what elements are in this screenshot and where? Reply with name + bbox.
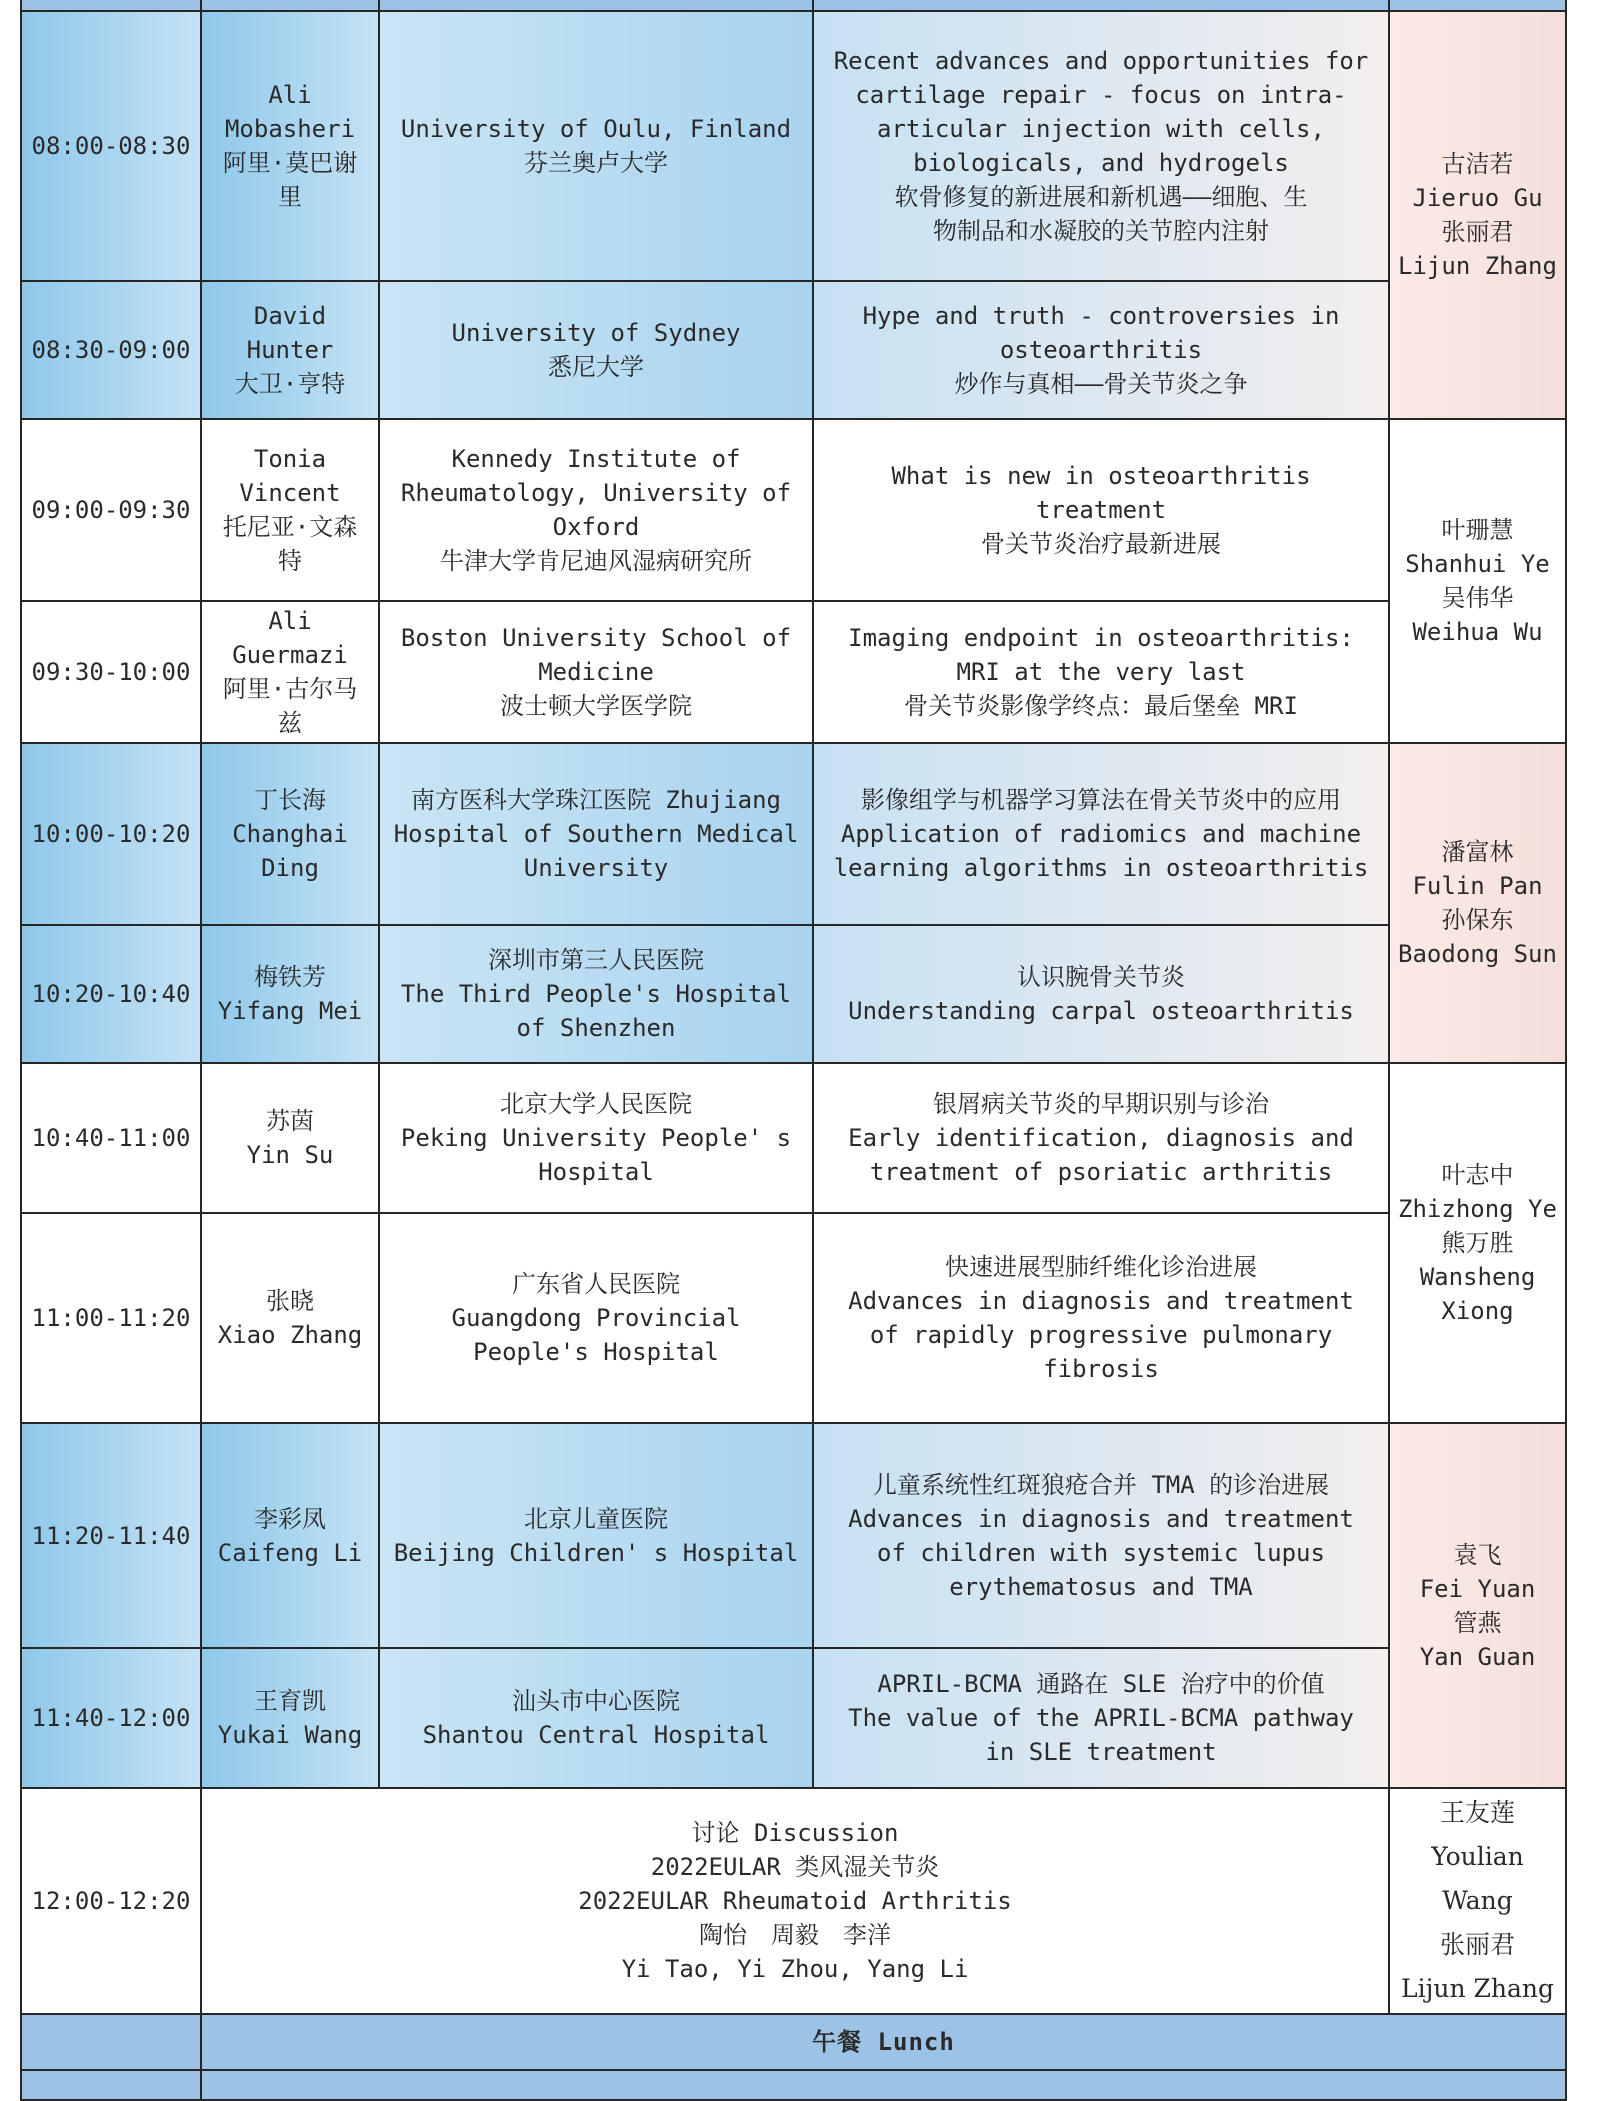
chair-line: 叶志中 xyxy=(1441,1161,1514,1189)
institution-cell xyxy=(379,601,813,743)
speaker-line: Mobasheri xyxy=(224,115,356,143)
institution-cell xyxy=(379,1423,813,1648)
speaker-line: Xiao Zhang xyxy=(217,1321,363,1349)
topic-line: The value of the APRIL-BCMA pathway xyxy=(848,1704,1354,1732)
topic-line: 银屑病关节炎的早期识别与诊治 xyxy=(933,1090,1269,1118)
institution-cell xyxy=(379,925,813,1063)
chair-line: 叶珊慧 xyxy=(1441,516,1514,544)
chair-line: Youlian xyxy=(1431,1842,1524,1871)
institution-line: of Shenzhen xyxy=(516,1014,676,1042)
institution-cell xyxy=(379,743,813,925)
chair-line: 熊万胜 xyxy=(1441,1229,1514,1257)
speaker-line: Ding xyxy=(261,854,319,882)
time-text: 12:00-12:20 xyxy=(31,1887,191,1915)
topic-line: erythematosus and TMA xyxy=(949,1572,1253,1601)
institution-line: University of Sydney xyxy=(451,319,741,347)
topic-cell xyxy=(813,419,1389,601)
speaker-line: 兹 xyxy=(278,709,302,737)
institution-line: Hospital of Southern Medical xyxy=(393,820,799,848)
lunch-cell xyxy=(201,2014,1566,2070)
session-row xyxy=(21,1213,1566,1423)
institution-line: 深圳市第三人民医院 xyxy=(488,946,704,974)
institution-line: 南方医科大学珠江医院 Zhujiang xyxy=(410,786,782,814)
chair-line: 吴伟华 xyxy=(1441,584,1514,612)
time-cell xyxy=(21,419,201,601)
time-text: 11:00-11:20 xyxy=(31,1304,191,1332)
chair-line: Shanhui Ye xyxy=(1405,550,1550,578)
top-cell xyxy=(813,0,1389,11)
institution-line: People's Hospital xyxy=(473,1338,719,1366)
topic-line: Imaging endpoint in osteoarthritis: xyxy=(848,624,1354,652)
topic-line: What is new in osteoarthritis xyxy=(891,462,1311,490)
speaker-line: Hunter xyxy=(246,336,334,364)
session-row xyxy=(21,281,1566,419)
speaker-line: 托尼亚·文森 xyxy=(222,513,358,541)
chair-line: Wansheng xyxy=(1419,1263,1536,1291)
schedule-table xyxy=(20,0,1567,2101)
top-border-row xyxy=(21,0,1566,11)
topic-line: Advances in diagnosis and treatment xyxy=(848,1287,1354,1315)
discussion-line: 2022EULAR Rheumatoid Arthritis xyxy=(578,1887,1012,1915)
chair-line: Zhizhong Ye xyxy=(1398,1195,1557,1223)
speaker-line: Changhai xyxy=(232,820,348,848)
topic-line: 认识腕骨关节炎 xyxy=(1017,963,1185,991)
speaker-cell xyxy=(201,1213,379,1423)
time-text: 10:20-10:40 xyxy=(31,980,191,1008)
chair-line: Weihua Wu xyxy=(1412,618,1543,646)
chair-cell xyxy=(1389,1423,1566,1788)
speaker-cell xyxy=(201,281,379,419)
time-cell xyxy=(21,1063,201,1213)
institution-line: 芬兰奥卢大学 xyxy=(524,149,668,177)
topic-line: Recent advances and opportunities for xyxy=(833,47,1369,75)
topic-cell xyxy=(813,1648,1389,1788)
speaker-line: Yin Su xyxy=(246,1141,334,1169)
discussion-line: 讨论 Discussion xyxy=(691,1819,899,1847)
institution-line: Beijing Children' s Hospital xyxy=(393,1538,799,1567)
topic-line: Hype and truth - controversies in xyxy=(862,302,1340,330)
speaker-line: Tonia xyxy=(253,445,327,473)
chair-line: 王友莲 xyxy=(1439,1798,1515,1827)
time-text: 09:00-09:30 xyxy=(31,496,191,524)
institution-line: Boston University School of xyxy=(400,624,792,652)
topic-line: Advances in diagnosis and treatment xyxy=(848,1504,1354,1533)
topic-line: APRIL-BCMA 通路在 SLE 治疗中的价值 xyxy=(877,1670,1325,1698)
discussion-line: Yi Tao, Yi Zhou, Yang Li xyxy=(621,1955,969,1983)
institution-line: Shantou Central Hospital xyxy=(422,1721,770,1749)
session-row xyxy=(21,1063,1566,1213)
discussion-line: 陶怡 周毅 李洋 xyxy=(699,1921,891,1949)
speaker-line: David xyxy=(253,302,327,330)
speaker-line: 阿里·古尔马 xyxy=(222,675,358,703)
topic-line: treatment xyxy=(1035,496,1167,524)
topic-cell xyxy=(813,743,1389,925)
speaker-line: Ali xyxy=(268,81,312,109)
lunch-row xyxy=(21,2014,1566,2070)
top-cell xyxy=(201,0,379,11)
speaker-line: Yukai Wang xyxy=(217,1721,363,1749)
top-cell xyxy=(21,0,201,11)
chair-cell xyxy=(1389,419,1566,743)
institution-line: 北京大学人民医院 xyxy=(500,1090,692,1118)
chair-cell xyxy=(1389,743,1566,1063)
time-cell xyxy=(21,601,201,743)
speaker-line: 张晓 xyxy=(266,1287,314,1315)
chair-line: 张丽君 xyxy=(1439,1930,1515,1959)
topic-line: articular injection with cells, xyxy=(877,115,1325,143)
time-text: 11:20-11:40 xyxy=(31,1521,191,1550)
speaker-line: Caifeng Li xyxy=(217,1538,363,1567)
chair-line: 管燕 xyxy=(1453,1608,1502,1637)
speaker-cell xyxy=(201,1423,379,1648)
topic-line: 影像组学与机器学习算法在骨关节炎中的应用 xyxy=(861,786,1341,814)
institution-cell xyxy=(379,1648,813,1788)
chair-line: Baodong Sun xyxy=(1398,940,1557,968)
speaker-line: Vincent xyxy=(239,479,341,507)
speaker-cell xyxy=(201,11,379,281)
institution-cell xyxy=(379,281,813,419)
institution-line: 广东省人民医院 xyxy=(512,1270,680,1298)
lunch-label: 午餐 Lunch xyxy=(812,2028,955,2056)
topic-line: biologicals, and hydrogels xyxy=(913,149,1289,177)
speaker-cell xyxy=(201,1063,379,1213)
institution-line: 波士顿大学医学院 xyxy=(500,692,692,720)
time-cell xyxy=(21,11,201,281)
session-row xyxy=(21,743,1566,925)
topic-cell xyxy=(813,1063,1389,1213)
chair-line: Lijun Zhang xyxy=(1398,252,1557,280)
topic-line: Understanding carpal osteoarthritis xyxy=(848,997,1354,1025)
topic-cell xyxy=(813,601,1389,743)
chair-line: Fei Yuan xyxy=(1419,1574,1536,1603)
time-text: 11:40-12:00 xyxy=(31,1704,191,1732)
speaker-line: 丁长海 xyxy=(254,786,326,814)
time-cell xyxy=(21,743,201,925)
session-row xyxy=(21,419,1566,601)
topic-line: learning algorithms in osteoarthritis xyxy=(833,854,1369,882)
top-cell xyxy=(1389,0,1566,11)
topic-cell xyxy=(813,925,1389,1063)
speaker-line: Ali xyxy=(268,607,312,635)
speaker-line: 特 xyxy=(278,547,302,575)
speaker-line: 里 xyxy=(278,183,302,211)
institution-line: Peking University People' s xyxy=(400,1124,792,1152)
time-text: 10:40-11:00 xyxy=(31,1124,191,1152)
topic-cell xyxy=(813,1423,1389,1648)
time-cell xyxy=(21,1213,201,1423)
topic-line: fibrosis xyxy=(1043,1355,1159,1383)
session-row xyxy=(21,1648,1566,1788)
institution-line: Rheumatology, University of xyxy=(400,479,792,507)
institution-line: Guangdong Provincial xyxy=(451,1304,741,1332)
institution-line: Oxford xyxy=(552,513,640,541)
institution-line: Medicine xyxy=(538,658,654,686)
topic-line: 骨关节炎治疗最新进展 xyxy=(981,530,1221,558)
topic-line: 炒作与真相——骨关节炎之争 xyxy=(954,370,1248,398)
speaker-cell xyxy=(201,743,379,925)
topic-line: 物制品和水凝胶的关节腔内注射 xyxy=(933,217,1269,245)
institution-line: 牛津大学肯尼迪风湿病研究所 xyxy=(440,547,752,575)
topic-line: Application of radiomics and machine xyxy=(840,820,1362,848)
institution-line: The Third People's Hospital xyxy=(400,980,792,1008)
topic-line: Early identification, diagnosis and xyxy=(848,1124,1354,1152)
discussion-cell xyxy=(201,1788,1389,2014)
institution-line: 北京儿童医院 xyxy=(524,1504,668,1533)
topic-line: 儿童系统性红斑狼疮合并 TMA 的诊治进展 xyxy=(872,1470,1330,1499)
topic-line: osteoarthritis xyxy=(999,336,1203,364)
speaker-line: 梅铁芳 xyxy=(254,963,326,991)
chair-line: 孙保东 xyxy=(1441,906,1514,934)
institution-cell xyxy=(379,1213,813,1423)
chair-line: Yan Guan xyxy=(1419,1642,1536,1671)
topic-line: of rapidly progressive pulmonary xyxy=(869,1321,1333,1349)
topic-cell xyxy=(813,11,1389,281)
time-cell xyxy=(21,281,201,419)
topic-line: MRI at the very last xyxy=(956,658,1246,686)
chair-line: 古洁若 xyxy=(1441,150,1514,178)
bottom-cell xyxy=(201,2070,1566,2100)
chair-line: Jieruo Gu xyxy=(1412,184,1543,212)
topic-line: in SLE treatment xyxy=(985,1738,1217,1766)
discussion-row xyxy=(21,1788,1566,2014)
chair-cell xyxy=(1389,1063,1566,1423)
institution-cell xyxy=(379,1063,813,1213)
time-text: 09:30-10:00 xyxy=(31,658,191,686)
speaker-line: 王育凯 xyxy=(254,1687,326,1715)
top-cell xyxy=(379,0,813,11)
speaker-line: 阿里·莫巴谢 xyxy=(222,149,358,177)
session-row xyxy=(21,1423,1566,1648)
time-cell xyxy=(21,925,201,1063)
institution-line: University of Oulu, Finland xyxy=(400,115,792,143)
time-text: 10:00-10:20 xyxy=(31,820,191,848)
session-row xyxy=(21,601,1566,743)
topic-line: of children with systemic lupus xyxy=(877,1538,1325,1567)
chair-line: Xiong xyxy=(1441,1297,1514,1325)
speaker-cell xyxy=(201,925,379,1063)
chair-line: 袁飞 xyxy=(1453,1540,1502,1569)
time-cell xyxy=(21,1423,201,1648)
bottom-cell xyxy=(21,2070,201,2100)
session-row xyxy=(21,11,1566,281)
discussion-line: 2022EULAR 类风湿关节炎 xyxy=(650,1853,940,1881)
topic-line: 骨关节炎影像学终点：最后堡垒 MRI xyxy=(904,692,1298,720)
speaker-line: 李彩凤 xyxy=(254,1504,326,1533)
speaker-line: Guermazi xyxy=(232,641,348,669)
topic-cell xyxy=(813,281,1389,419)
bottom-border-row xyxy=(21,2070,1566,2100)
institution-line: 悉尼大学 xyxy=(548,353,644,381)
lunch-spacer-cell xyxy=(21,2014,201,2070)
time-text: 08:30-09:00 xyxy=(31,336,191,364)
chair-line: Wang xyxy=(1442,1886,1513,1915)
time-cell xyxy=(21,1648,201,1788)
topic-line: cartilage repair - focus on intra- xyxy=(855,81,1347,109)
speaker-cell xyxy=(201,1648,379,1788)
topic-line: treatment of psoriatic arthritis xyxy=(869,1158,1333,1186)
speaker-line: 苏茵 xyxy=(266,1107,314,1135)
chair-line: Lijun Zhang xyxy=(1401,1974,1554,2003)
chair-line: 潘富林 xyxy=(1441,838,1514,866)
speaker-line: 大卫·亨特 xyxy=(234,370,346,398)
speaker-line: Yifang Mei xyxy=(217,997,363,1025)
time-text: 08:00-08:30 xyxy=(31,132,191,160)
topic-line: 快速进展型肺纤维化诊治进展 xyxy=(945,1253,1257,1281)
institution-line: Hospital xyxy=(538,1158,654,1186)
institution-line: University xyxy=(523,854,669,882)
topic-cell xyxy=(813,1213,1389,1423)
speaker-cell xyxy=(201,601,379,743)
session-row xyxy=(21,925,1566,1063)
time-cell xyxy=(21,1788,201,2014)
chair-cell xyxy=(1389,1788,1566,2014)
topic-line: 软骨修复的新进展和新机遇——细胞、生 xyxy=(894,183,1308,211)
institution-line: 汕头市中心医院 xyxy=(512,1687,680,1715)
institution-line: Kennedy Institute of xyxy=(451,445,741,473)
chair-line: 张丽君 xyxy=(1441,218,1514,246)
chair-cell xyxy=(1389,11,1566,419)
institution-cell xyxy=(379,11,813,281)
institution-cell xyxy=(379,419,813,601)
speaker-cell xyxy=(201,419,379,601)
chair-line: Fulin Pan xyxy=(1412,872,1543,900)
